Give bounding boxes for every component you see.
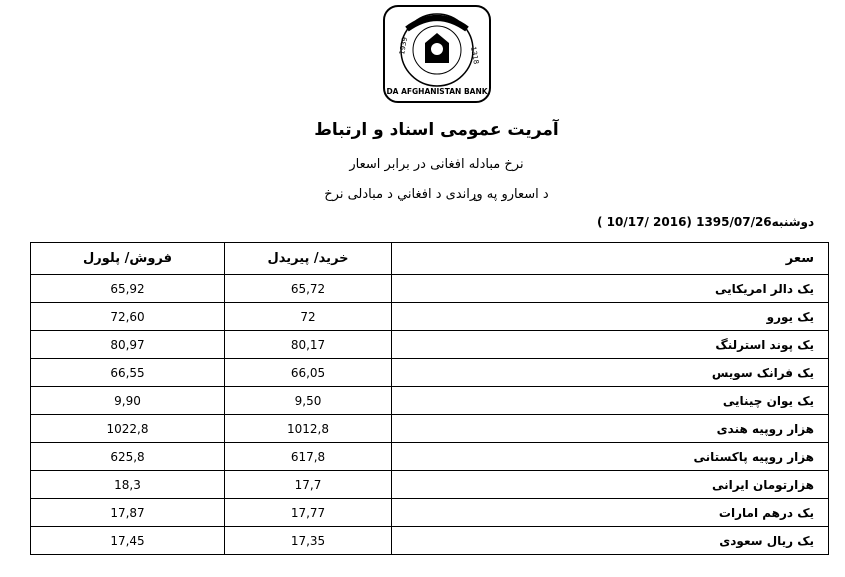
sell-rate: 17,87 [31, 499, 225, 527]
svg-text:1939: 1939 [398, 36, 410, 56]
currency-name: هزارتومان ایرانی [392, 471, 829, 499]
sell-rate: 65,92 [31, 275, 225, 303]
date-label: دوشنبه1395/07/26 (2016 /10/17 ) [597, 215, 815, 229]
currency-name: یک فرانک سویس [392, 359, 829, 387]
sell-rate: 72,60 [31, 303, 225, 331]
buy-rate: 17,35 [225, 527, 392, 555]
sell-rate: 80,97 [31, 331, 225, 359]
sell-rate: 9,90 [31, 387, 225, 415]
currency-name: هزار روپیه پاکستانی [392, 443, 829, 471]
table-row [31, 359, 829, 387]
table-row [31, 303, 829, 331]
table-row [31, 415, 829, 443]
currency-name: یک پوند استرلنگ [392, 331, 829, 359]
svg-text:1318: 1318 [469, 45, 481, 65]
header-sell: فروش/ پلورل [31, 243, 225, 275]
subtitle-pashto: د اسعارو په وړاندی د افغاني د مبادلی نرخ [324, 187, 549, 202]
sell-rate: 1022,8 [31, 415, 225, 443]
sell-rate: 625,8 [31, 443, 225, 471]
header-buy: خرید/ پیریدل [225, 243, 392, 275]
table-row [31, 275, 829, 303]
table-row [31, 443, 829, 471]
buy-rate: 1012,8 [225, 415, 392, 443]
buy-rate: 9,50 [225, 387, 392, 415]
table-row [31, 387, 829, 415]
table-row [31, 499, 829, 527]
bank-logo [383, 5, 491, 103]
table-row [31, 527, 829, 555]
buy-rate: 80,17 [225, 331, 392, 359]
currency-name: یک یوان چینایی [392, 387, 829, 415]
buy-rate: 65,72 [225, 275, 392, 303]
currency-name: یک یورو [392, 303, 829, 331]
currency-name: هزار روپیه هندی [392, 415, 829, 443]
table-header-row [31, 243, 829, 275]
buy-rate: 617,8 [225, 443, 392, 471]
table-row [31, 471, 829, 499]
currency-name: یک درهم امارات [392, 499, 829, 527]
page-title: آمریت عمومی اسناد و ارتباط [314, 120, 559, 140]
buy-rate: 17,7 [225, 471, 392, 499]
header-currency: سعر [392, 243, 829, 275]
sell-rate: 17,45 [31, 527, 225, 555]
sell-rate: 66,55 [31, 359, 225, 387]
subtitle-dari: نرخ مبادله افغانی در برابر اسعار [349, 157, 524, 172]
table-row [31, 331, 829, 359]
exchange-rate-table [30, 242, 829, 555]
buy-rate: 66,05 [225, 359, 392, 387]
currency-name: یک ریال سعودی [392, 527, 829, 555]
buy-rate: 72 [225, 303, 392, 331]
sell-rate: 18,3 [31, 471, 225, 499]
svg-text:DA AFGHANISTAN BANK: DA AFGHANISTAN BANK [386, 87, 488, 96]
buy-rate: 17,77 [225, 499, 392, 527]
currency-name: یک دالر امریکایی [392, 275, 829, 303]
